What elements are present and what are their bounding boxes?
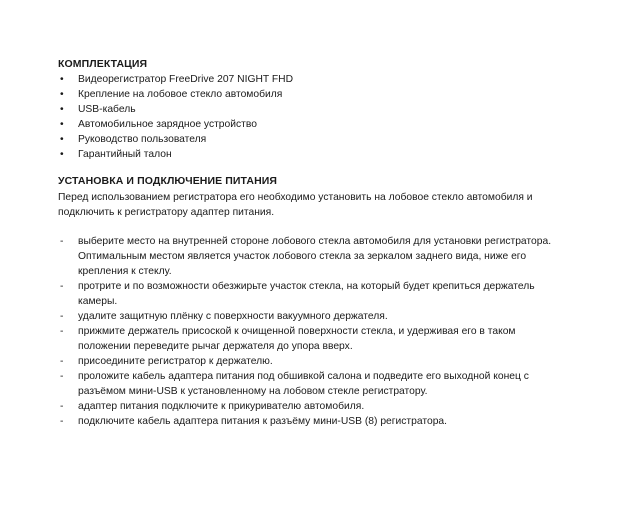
kit-item: • Руководство пользователя xyxy=(58,132,568,147)
install-intro: Перед использованием регистратора его необходимо установить на лобовое стекло автомобиля и подключить к регистратору адаптер питания. xyxy=(58,192,533,218)
kit-list xyxy=(58,72,568,162)
kit-section xyxy=(58,57,568,162)
install-step: - выберите место на внутренней стороне лобового стекла автомобиля для установки регистратора. Оптимальным местом является участок лобового стекла за зеркалом заднего вида, ниже его крепления к стеклу. xyxy=(58,234,568,279)
kit-heading: КОМПЛЕКТАЦИЯ xyxy=(58,58,148,70)
install-step: - адаптер питания подключите к прикуривателю автомобиля. xyxy=(58,399,568,414)
install-steps xyxy=(58,234,568,429)
install-step: - протрите и по возможности обезжирьте участок стекла, на который будет крепиться держатель камеры. xyxy=(58,279,568,309)
manual-page xyxy=(58,57,568,429)
install-step: - прижмите держатель присоской к очищенной поверхности стекла, и удерживая его в таком положении переведите рычаг держателя до упора вверх. xyxy=(58,324,568,354)
kit-item: • Видеорегистратор FreeDrive 207 NIGHT FHD xyxy=(58,72,568,87)
install-step: - проложите кабель адаптера питания под обшивкой салона и подведите его выходной конец с разъёмом мини-USB к установленному на лобовом стекле регистратору. xyxy=(58,369,568,399)
kit-item: • Гарантийный талон xyxy=(58,147,568,162)
install-step: - присоедините регистратор к держателю. xyxy=(58,354,568,369)
kit-item: • Автомобильное зарядное устройство xyxy=(58,117,568,132)
install-step: - удалите защитную плёнку с поверхности вакуумного держателя. xyxy=(58,309,568,324)
kit-item: • USB-кабель xyxy=(58,102,568,117)
kit-item: • Крепление на лобовое стекло автомобиля xyxy=(58,87,568,102)
install-heading: УСТАНОВКА И ПОДКЛЮЧЕНИЕ ПИТАНИЯ xyxy=(58,175,278,187)
install-step: - подключите кабель адаптера питания к разъёму мини-USB (8) регистратора. xyxy=(58,414,568,429)
install-section xyxy=(58,174,568,429)
